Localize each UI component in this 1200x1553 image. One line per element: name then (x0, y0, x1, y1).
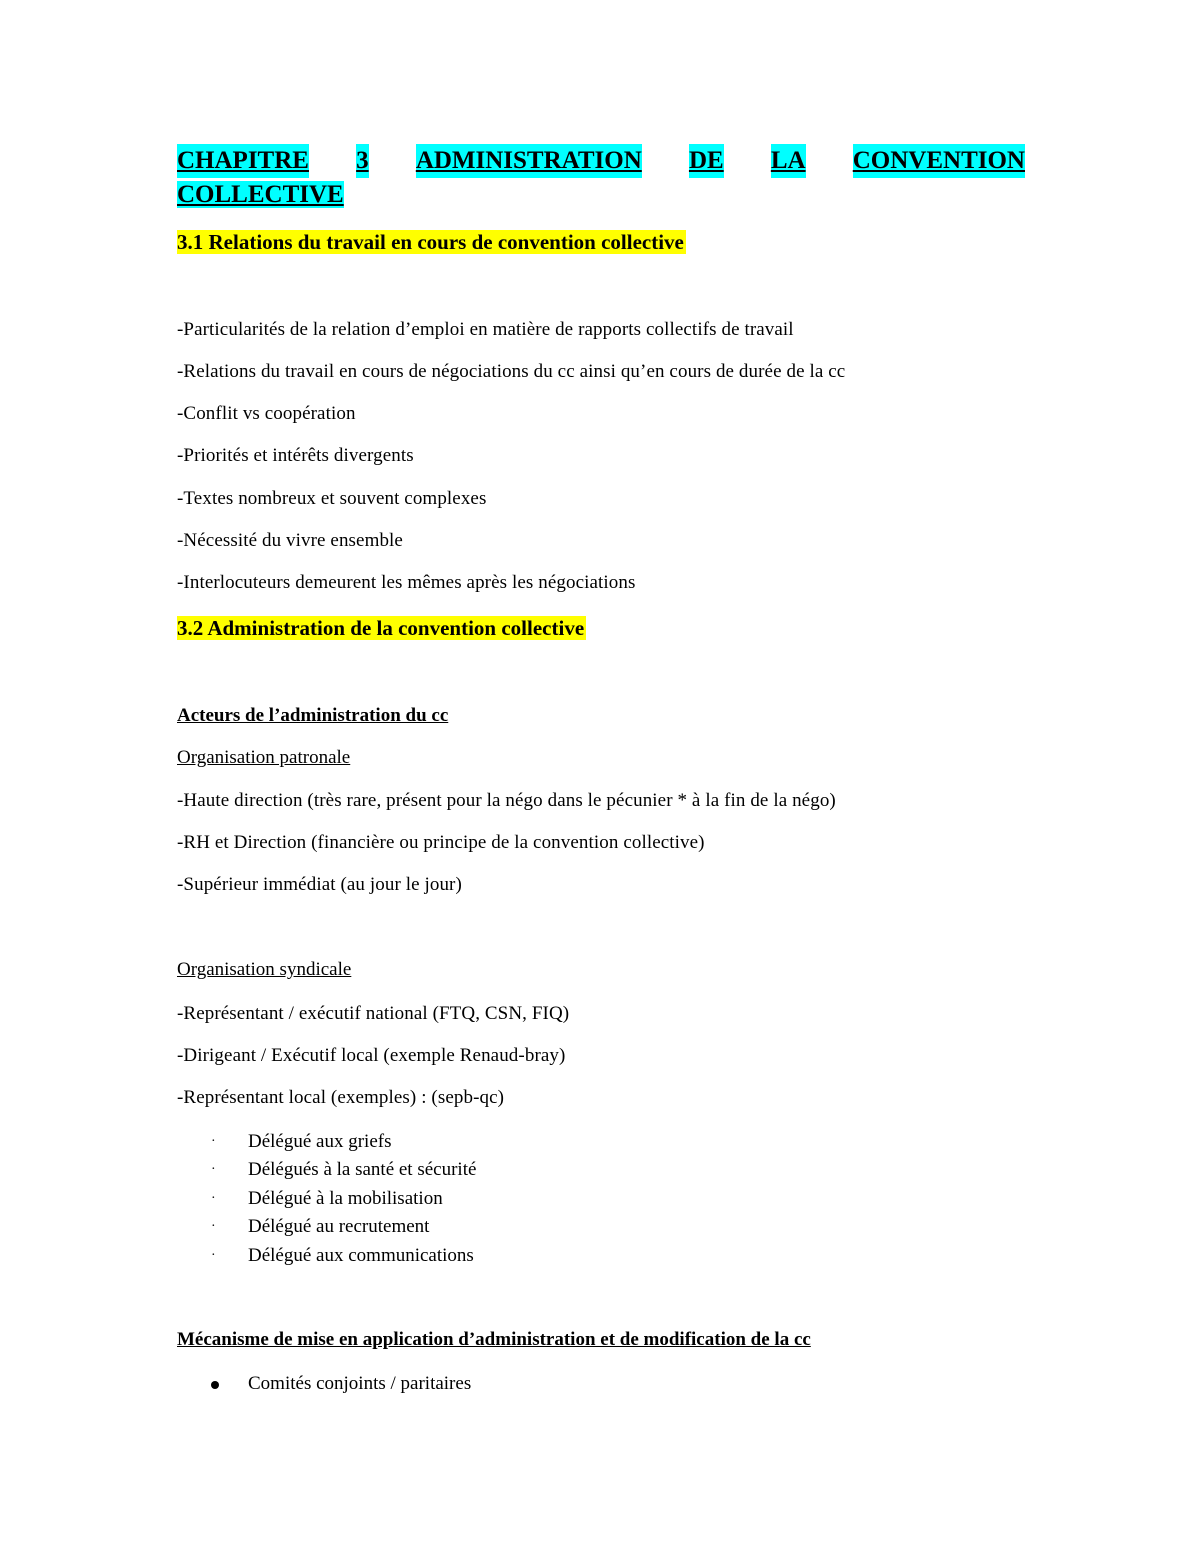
chapter-title-line1 (177, 144, 1025, 178)
employer-label: Organisation patronale (177, 747, 351, 768)
chapter-word: DE (689, 144, 724, 178)
section-title-text: 3.1 Relations du travail en cours de convention collective (177, 230, 684, 254)
body-line: -Nécessité du vivre ensemble (177, 530, 403, 551)
body-line: -Relations du travail en cours de négociations du cc ainsi qu’en cours de durée de la cc (177, 361, 846, 382)
list-item-text: Délégué à la mobilisation (248, 1187, 443, 1209)
bullet-dot-icon: · (211, 1190, 216, 1206)
bullet-dot-icon: · (211, 1247, 216, 1263)
chapter-word: CONVENTION (853, 144, 1025, 178)
union-label: Organisation syndicale (177, 959, 352, 980)
chapter-title (177, 144, 1025, 212)
list-item-text: Délégué aux communications (248, 1244, 474, 1266)
body-line: -Supérieur immédiat (au jour le jour) (177, 874, 462, 895)
list-item-text: Délégué au recrutement (248, 1216, 430, 1238)
body-line: -Priorités et intérêts divergents (177, 445, 414, 466)
section-title-text: 3.2 Administration de la convention collective (177, 616, 585, 640)
body-line: -Dirigeant / Exécutif local (exemple Renaud-bray) (177, 1045, 566, 1066)
actors-heading: Acteurs de l’administration du cc (177, 705, 449, 726)
body-line: -Conflit vs coopération (177, 403, 356, 424)
section-title-3-1 (177, 228, 686, 256)
chapter-word: ADMINISTRATION (416, 144, 642, 178)
chapter-title-line2 (177, 178, 1025, 212)
chapter-word: 3 (356, 144, 369, 178)
chapter-word: LA (771, 144, 806, 178)
list-item-text: Comités conjoints / paritaires (248, 1373, 472, 1394)
body-line: -RH et Direction (financière ou principe de la convention collective) (177, 832, 705, 853)
list-item-text: Délégués à la santé et sécurité (248, 1159, 477, 1181)
section-title-3-2 (177, 614, 586, 642)
chapter-word: CHAPITRE (177, 144, 309, 178)
chapter-word: COLLECTIVE (177, 181, 344, 208)
bullet-dot-icon: · (211, 1219, 216, 1235)
body-line: -Textes nombreux et souvent complexes (177, 488, 487, 509)
mechanism-heading: Mécanisme de mise en application d’administration et de modification de la cc (177, 1329, 811, 1350)
body-line: -Particularités de la relation d’emploi en matière de rapports collectifs de travail (177, 319, 794, 340)
bullet-dot-icon: · (211, 1162, 216, 1178)
list-item-text: Délégué aux griefs (248, 1131, 392, 1152)
body-line: -Représentant / exécutif national (FTQ, CSN, FIQ) (177, 1003, 570, 1024)
body-line: -Représentant local (exemples) : (sepb-qc) (177, 1087, 505, 1108)
body-line: -Interlocuteurs demeurent les mêmes après les négociations (177, 572, 636, 593)
bullet-disc-icon (211, 1381, 219, 1389)
bullet-dot-icon: · (211, 1134, 216, 1149)
body-line: -Haute direction (très rare, présent pour la négo dans le pécunier * à la fin de la négo) (177, 790, 836, 811)
